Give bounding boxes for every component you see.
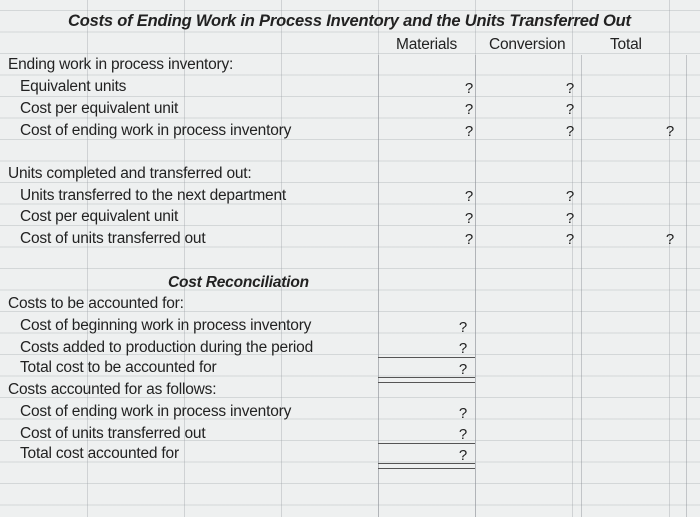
ewip-cost-per-eu-label: Cost per equivalent unit [20, 100, 179, 117]
recon-added-cell[interactable]: ? [458, 340, 468, 357]
materials-header: Materials [396, 36, 458, 53]
ewip-equivalent-units-label: Equivalent units [20, 78, 127, 95]
total-to-be-accounted-label: Total cost to be accounted for [20, 359, 217, 376]
transferred-materials-cost-cell[interactable]: ? [464, 231, 474, 248]
recon-cost-ending-label: Cost of ending work in process inventory [20, 403, 292, 420]
recon-total-accounted-cell[interactable]: ? [458, 447, 468, 464]
cost-beginning-wip-label: Cost of beginning work in process inventory [20, 317, 312, 334]
ewip-cost-ending-label: Cost of ending work in process inventory [20, 122, 292, 139]
total-accounted-label: Total cost accounted for [20, 445, 179, 462]
transferred-conversion-units-cell[interactable]: ? [565, 188, 575, 205]
conversion-header: Conversion [489, 36, 566, 53]
column-divider [378, 55, 379, 517]
transferred-total-cost-cell[interactable]: ? [665, 231, 675, 248]
transferred-conversion-cost-cell[interactable]: ? [565, 231, 575, 248]
ewip-conversion-units-cell[interactable]: ? [565, 80, 575, 97]
recon-ending-cell[interactable]: ? [458, 405, 468, 422]
transferred-units-label: Units transferred to the next department [20, 187, 286, 204]
transferred-conversion-cost-per-eu-cell[interactable]: ? [565, 210, 575, 227]
page-title: Costs of Ending Work in Process Inventory and the Units Transferred Out [68, 12, 631, 30]
double-total-rule [378, 463, 475, 469]
ewip-heading: Ending work in process inventory: [8, 56, 234, 73]
double-total-rule [378, 377, 475, 383]
recon-cost-transferred-label: Cost of units transferred out [20, 425, 206, 442]
ewip-materials-cost-cell[interactable]: ? [464, 123, 474, 140]
total-header: Total [610, 36, 642, 53]
recon-transferred-cell[interactable]: ? [458, 426, 468, 443]
transferred-materials-cost-per-eu-cell[interactable]: ? [464, 210, 474, 227]
recon-total-to-be-cell[interactable]: ? [458, 361, 468, 378]
transferred-heading: Units completed and transferred out: [8, 165, 252, 182]
ewip-conversion-cost-cell[interactable]: ? [565, 123, 575, 140]
costs-added-label: Costs added to production during the period [20, 339, 313, 356]
recon-beginning-cell[interactable]: ? [458, 319, 468, 336]
subtotal-rule [378, 443, 475, 444]
reconciliation-heading: Cost Reconciliation [168, 274, 309, 291]
ewip-materials-units-cell[interactable]: ? [464, 80, 474, 97]
ewip-conversion-cost-per-eu-cell[interactable]: ? [565, 101, 575, 118]
column-divider [475, 55, 476, 517]
costs-to-be-accounted-heading: Costs to be accounted for: [8, 295, 184, 312]
transferred-materials-units-cell[interactable]: ? [464, 188, 474, 205]
subtotal-rule [378, 357, 475, 358]
costs-accounted-heading: Costs accounted for as follows: [8, 381, 217, 398]
column-divider [581, 55, 582, 517]
transferred-cost-per-eu-label: Cost per equivalent unit [20, 208, 179, 225]
transferred-cost-label: Cost of units transferred out [20, 230, 206, 247]
ewip-total-cost-cell[interactable]: ? [665, 123, 675, 140]
ewip-materials-cost-per-eu-cell[interactable]: ? [464, 101, 474, 118]
column-divider [686, 55, 687, 517]
